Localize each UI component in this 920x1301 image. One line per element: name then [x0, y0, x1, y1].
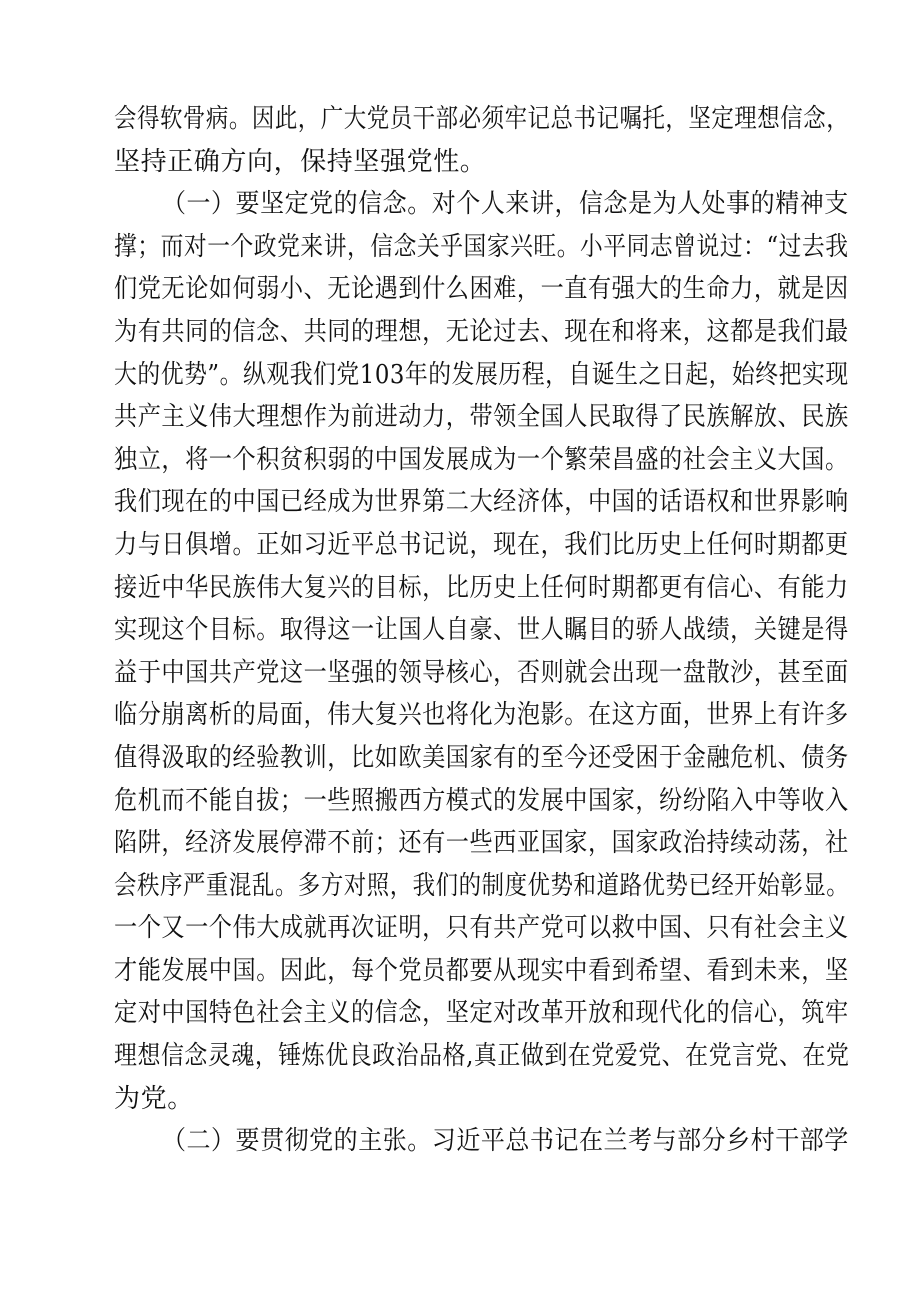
text-line: 理想信念灵魂，锤炼优良政治品格,真正做到在党爱党、在党言党、在党: [114, 1041, 850, 1072]
paragraph-first-line: （二）要贯彻党的主张。习近平总书记在兰考与部分乡村干部学: [161, 1126, 849, 1157]
text-line: 独立，将一个积贫积弱的中国发展成为一个繁荣昌盛的社会主义大国。: [114, 444, 849, 475]
text-line: 会得软骨病。因此，广大党员干部必须牢记总书记嘱托，坚定理想信念，: [114, 104, 850, 134]
text-line: 一个又一个伟大成就再次证明，只有共产党可以救中国、只有社会主义: [114, 913, 849, 944]
text-line: 为有共同的信念、共同的理想，无论过去、现在和将来，这都是我们最: [114, 316, 849, 347]
paragraph-first-line: （一）要坚定党的信念。对个人来讲，信念是为人处事的精神支: [161, 189, 849, 220]
text-line: 临分崩离析的局面，伟大复兴也将化为泡影。在这方面，世界上有许多: [114, 700, 849, 731]
text-line: 危机而不能自拔；一些照搬西方模式的发展中国家，纷纷陷入中等收入: [114, 785, 849, 816]
document-body: [114, 98, 850, 1163]
text-line: 力与日俱增。正如习近平总书记说，现在，我们比历史上任何时期都更: [114, 529, 849, 560]
text-line: 为党。: [114, 1083, 194, 1114]
text-line: 们党无论如何弱小、无论遇到什么困难，一直有强大的生命力，就是因: [114, 274, 849, 305]
text-line: 会秩序严重混乱。多方对照，我们的制度优势和道路优势已经开始彰显。: [114, 870, 850, 901]
text-line: 才能发展中国。因此，每个党员都要从现实中看到希望、看到未来，坚: [114, 955, 849, 986]
text-line: 撑；而对一个政党来讲，信念关乎国家兴旺。小平同志曾说过：“过去我: [114, 231, 849, 262]
text-line: 共产主义伟大理想作为前进动力，带领全国人民取得了民族解放、民族: [114, 402, 849, 433]
text-line: 定对中国特色社会主义的信念，坚定对改革开放和现代化的信心，筑牢: [114, 998, 849, 1029]
text-line: 值得汲取的经验教训，比如欧美国家有的至今还受困于金融危机、债务: [114, 742, 849, 773]
text-line: 接近中华民族伟大复兴的目标，比历史上任何时期都更有信心、有能力: [114, 572, 849, 603]
text-line: 坚持正确方向，保持坚强党性。: [114, 146, 487, 177]
text-line: 实现这个目标。取得这一让国人自豪、世人瞩目的骄人战绩，关键是得: [114, 615, 849, 646]
text-line: 大的优势”。纵观我们党103年的发展历程，自诞生之日起，始终把实现: [114, 359, 849, 390]
text-line: 我们现在的中国已经成为世界第二大经济体，中国的话语权和世界影响: [114, 487, 849, 518]
text-line: 益于中国共产党这一坚强的领导核心，否则就会出现一盘散沙，甚至面: [114, 657, 849, 688]
text-line: 陷阱，经济发展停滞不前；还有一些西亚国家，国家政治持续动荡，社: [114, 828, 849, 859]
